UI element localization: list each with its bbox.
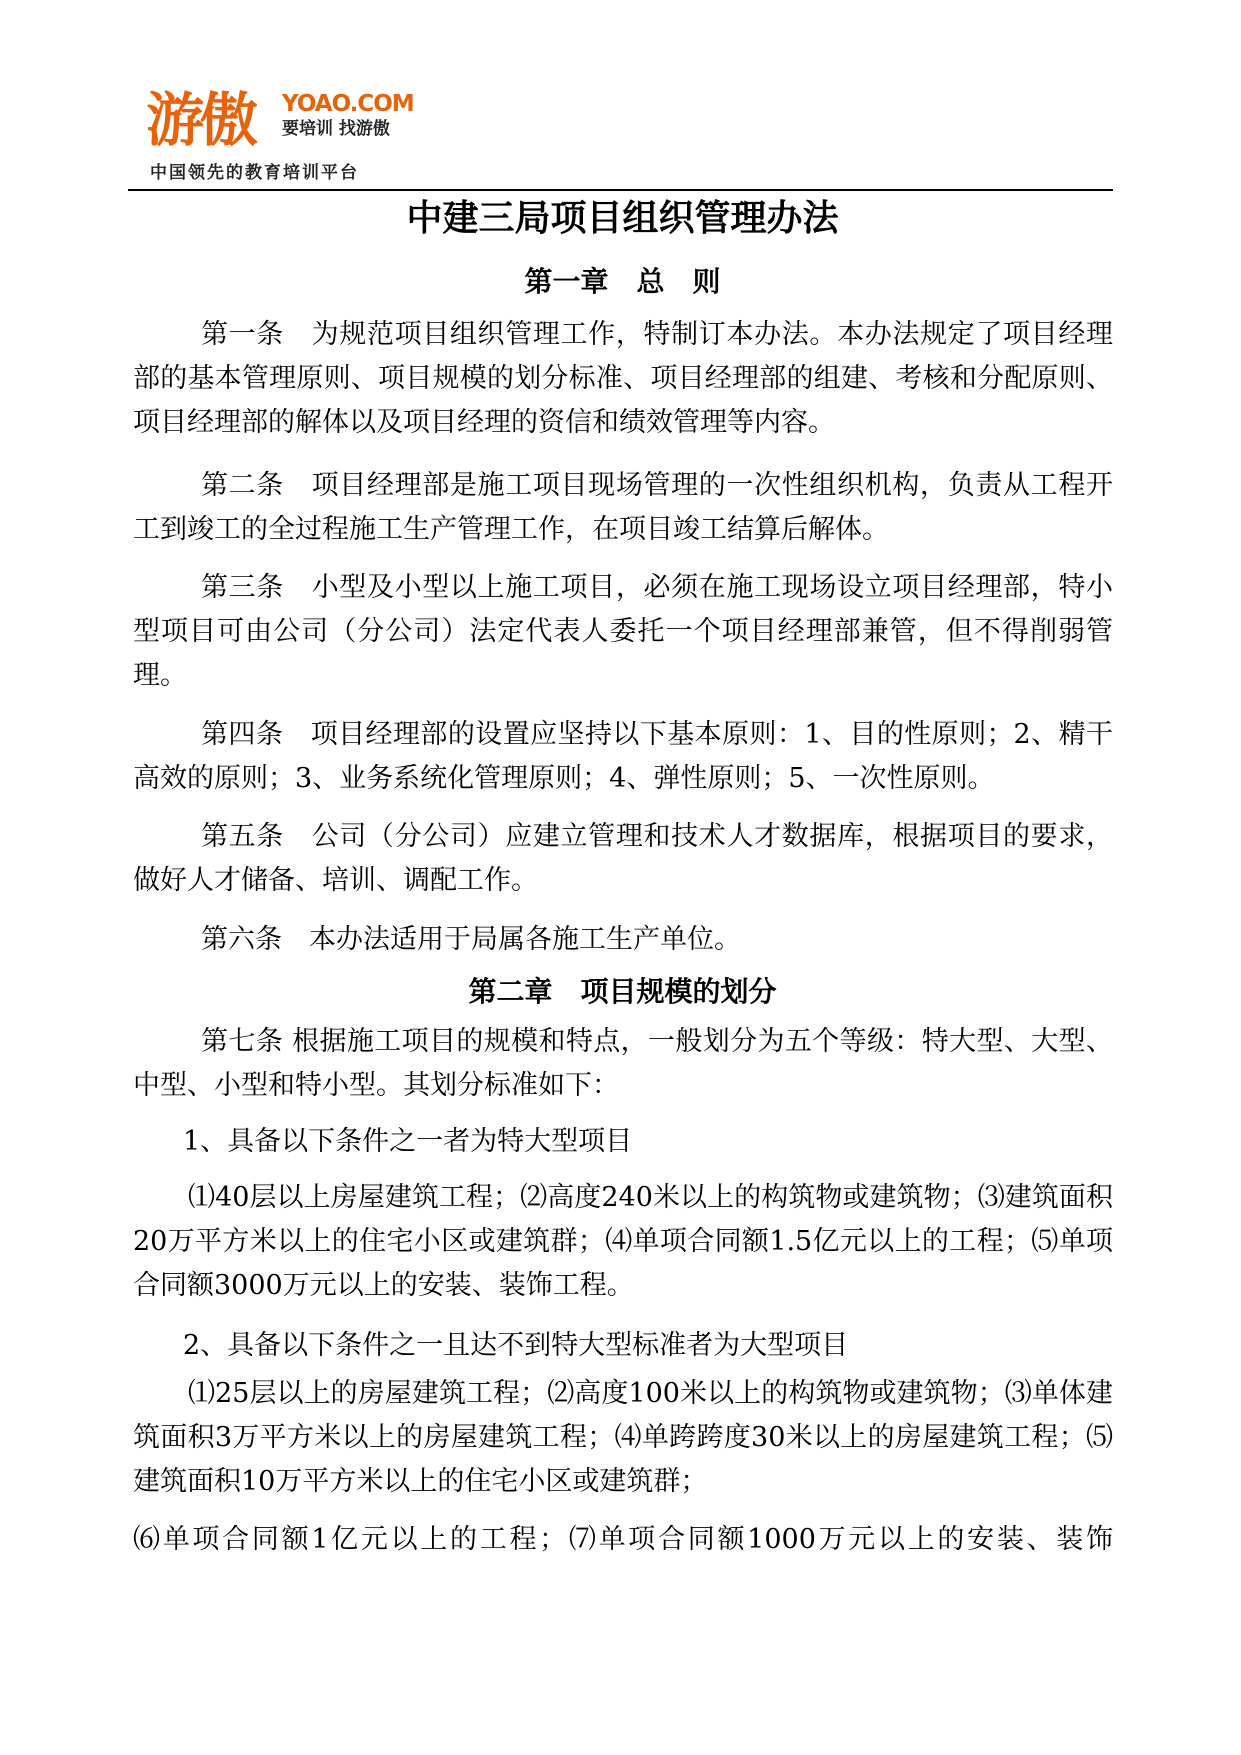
item-1-detail: ⑴40层以上房屋建筑工程；⑵高度240米以上的构筑物或建筑物；⑶建筑面积20万平方米以上的住宅小区或建筑群；⑷单项合同额1.5亿元以上的工程；⑸单项合同额3000万元以上的安装、装饰工程。 xyxy=(133,1182,1113,1301)
chapter-2-heading: 第二章 项目规模的划分 xyxy=(468,975,777,1008)
logo-brand-cn: 游傲 xyxy=(146,86,255,154)
chapter-1-heading: 第一章 总 则 xyxy=(524,265,721,298)
item-1-heading: 1、具备以下条件之一者为特大型项目 xyxy=(183,1126,633,1157)
header-divider xyxy=(128,189,1113,191)
article-5: 第五条 公司（分公司）应建立管理和技术人才数据库，根据项目的要求，做好人才储备、培训、调配工作。 xyxy=(133,821,1113,896)
logo-domain: YOAO.COM xyxy=(282,91,414,117)
item-2-heading: 2、具备以下条件之一且达不到特大型标准者为大型项目 xyxy=(183,1330,849,1361)
article-4: 第四条 项目经理部的设置应坚持以下基本原则：1、目的性原则；2、精干高效的原则；3、业务系统化管理原则；4、弹性原则；5、一次性原则。 xyxy=(133,719,1113,794)
document-title: 中建三局项目组织管理办法 xyxy=(406,198,839,239)
article-7: 第七条 根据施工项目的规模和特点，一般划分为五个等级：特大型、大型、中型、小型和特小型。其划分标准如下： xyxy=(133,1026,1113,1101)
item-2-detail-continued: ⑹单项合同额1亿元以上的工程；⑺单项合同额1000万元以上的安装、装饰 xyxy=(133,1524,1113,1555)
logo-tagline: 中国领先的教育培训平台 xyxy=(150,163,359,183)
logo-slogan: 要培训 找游傲 xyxy=(282,119,390,139)
article-1: 第一条 为规范项目组织管理工作，特制订本办法。本办法规定了项目经理部的基本管理原则、项目规模的划分标准、项目经理部的组建、考核和分配原则、项目经理部的解体以及项目经理的资信和绩效管理等内容。 xyxy=(133,319,1113,438)
article-3: 第三条 小型及小型以上施工项目，必须在施工现场设立项目经理部，特小型项目可由公司（分公司）法定代表人委托一个项目经理部兼管，但不得削弱管理。 xyxy=(133,572,1113,691)
item-2-detail: ⑴25层以上的房屋建筑工程；⑵高度100米以上的构筑物或建筑物；⑶单体建筑面积3万平方米以上的房屋建筑工程；⑷单跨跨度30米以上的房屋建筑工程；⑸建筑面积10万平方米以上的住宅小区或建筑群； xyxy=(133,1378,1113,1497)
article-2: 第二条 项目经理部是施工项目现场管理的一次性组织机构，负责从工程开工到竣工的全过程施工生产管理工作，在项目竣工结算后解体。 xyxy=(133,470,1113,545)
yoao-logo xyxy=(140,88,440,188)
article-6: 第六条 本办法适用于局属各施工生产单位。 xyxy=(201,924,741,955)
